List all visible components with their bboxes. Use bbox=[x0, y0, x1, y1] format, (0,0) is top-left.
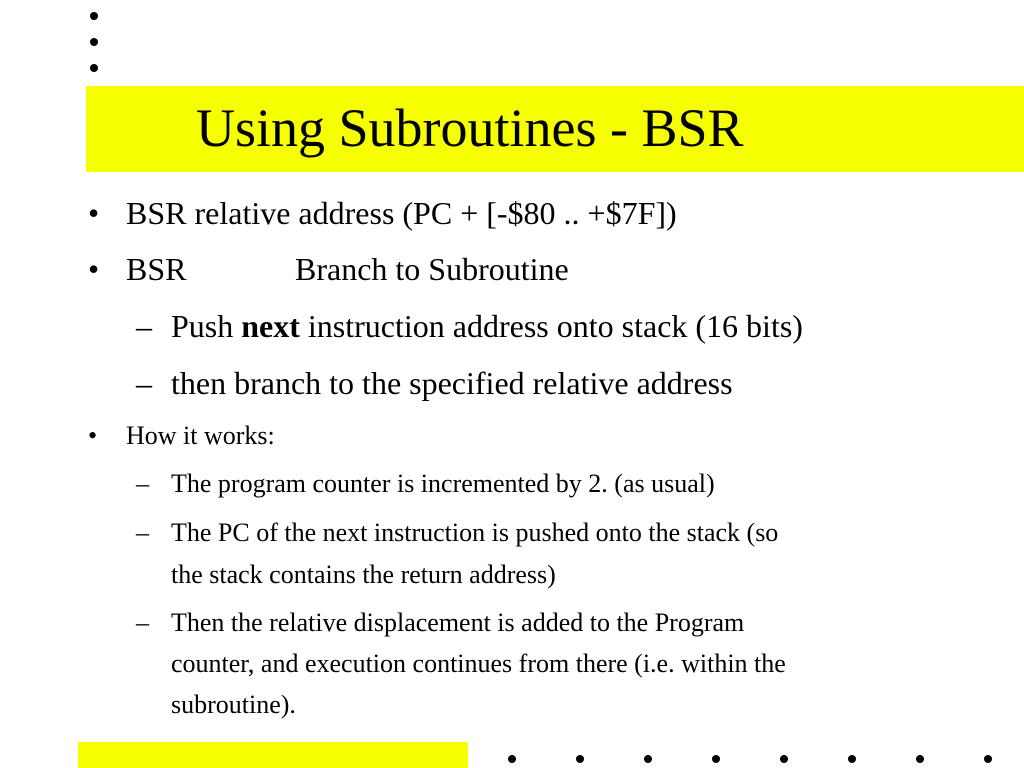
dash-icon: – bbox=[136, 308, 152, 344]
dash-icon: – bbox=[136, 518, 149, 547]
sub-bullet-text-line: counter, and execution continues from there (i.e. within the bbox=[171, 649, 786, 678]
sub-bullet-text: then branch to the specified relative address bbox=[171, 365, 733, 401]
bullet-icon: • bbox=[88, 195, 100, 231]
sub-bullet-text-line: The PC of the next instruction is pushed onto the stack (so bbox=[171, 518, 779, 547]
bottom-highlight-bar bbox=[78, 742, 468, 768]
bottom-dot bbox=[576, 755, 584, 763]
instruction-description: Branch to Subroutine bbox=[295, 251, 569, 287]
instruction-mnemonic: BSR bbox=[126, 251, 187, 287]
bottom-dot bbox=[984, 755, 992, 763]
dash-icon: – bbox=[136, 608, 149, 637]
slide-title: Using Subroutines - BSR bbox=[196, 98, 744, 158]
sub-bullet-suffix: instruction address onto stack (16 bits) bbox=[299, 308, 803, 344]
bottom-dot bbox=[644, 755, 652, 763]
bottom-dot bbox=[916, 755, 924, 763]
bullet-text: BSR relative address (PC + [-$80 .. +$7F]) bbox=[126, 195, 677, 231]
sub-bullet-text-line: Then the relative displacement is added to the Program bbox=[171, 608, 745, 637]
bottom-dot bbox=[508, 755, 516, 763]
bottom-dot bbox=[712, 755, 720, 763]
dash-icon: – bbox=[136, 469, 149, 498]
bottom-dot bbox=[848, 755, 856, 763]
bullet-text: How it works: bbox=[126, 421, 275, 450]
bullet-icon: • bbox=[88, 421, 98, 450]
sub-bullet-emphasis: next bbox=[241, 308, 300, 344]
bullet-icon: • bbox=[88, 251, 100, 287]
dash-icon: – bbox=[136, 365, 152, 401]
bottom-dot bbox=[780, 755, 788, 763]
sub-bullet-text: The program counter is incremented by 2. (as usual) bbox=[171, 469, 715, 498]
sub-bullet-prefix: Push bbox=[171, 308, 242, 344]
sub-bullet-text-line: subroutine). bbox=[171, 690, 296, 719]
sub-bullet-text bbox=[171, 310, 803, 342]
sub-bullet-text-line: the stack contains the return address) bbox=[171, 560, 556, 589]
